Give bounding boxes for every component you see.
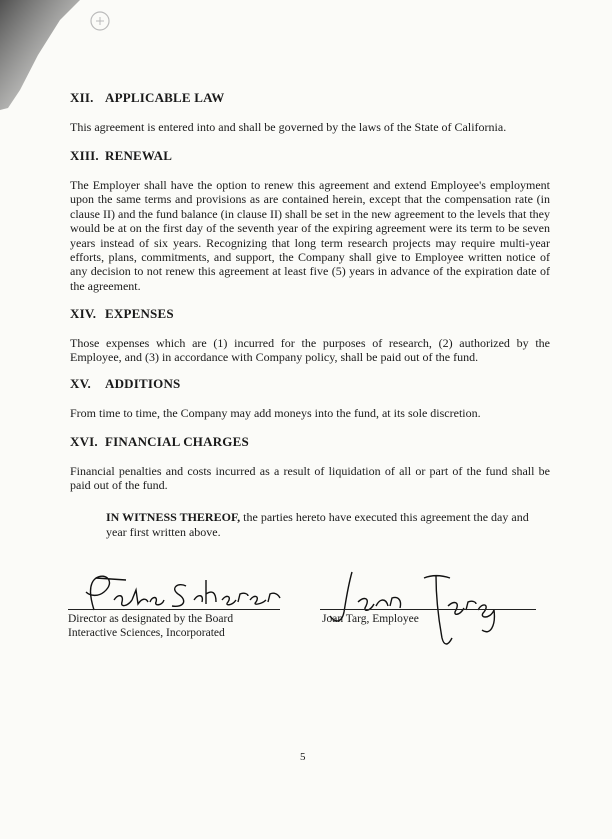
section-applicable-law (70, 90, 550, 134)
section-number: XIII. (70, 148, 99, 163)
section-heading (70, 306, 550, 322)
section-body: From time to time, the Company may add moneys into the fund, at its sole discretion. (70, 406, 481, 420)
section-heading (70, 90, 550, 106)
section-title: EXPENSES (105, 306, 174, 321)
signature-title: Director as designated by the Board (68, 613, 234, 625)
section-title: ADDITIONS (105, 376, 181, 391)
section-title: RENEWAL (105, 148, 173, 163)
section-heading (70, 376, 550, 392)
signature-line-left (68, 609, 280, 610)
section-heading (70, 148, 550, 164)
section-number: XVI. (70, 434, 98, 449)
witness-text: the parties hereto have executed this agreement the day and year first written above. (106, 510, 529, 539)
section-number: XV. (70, 376, 91, 391)
section-body: The Employer shall have the option to renew this agreement and extend Employee's employment upon the same terms and provisions as are contained herein, except that the compensation rate (in clause II) and the fund balance (in clause II) shall be set in the new agreement to the levels that they would be at on the first day of the seventh year of the expiring agreement were its term to be seven years instead of six years. Recognizing that long term research projects may require multi-year efforts, plans, commitments, and support, the Company shall give to Employee written notice of any decision to not renew this agreement at least five (5) years in advance of the expiration date of the agreement. (70, 178, 550, 293)
section-body: Those expenses which are (1) incurred for the purposes of research, (2) authorized by the Employee, and (3) in accordance with Company policy, shall be paid out of the fund. (70, 336, 550, 365)
section-number: XIV. (70, 306, 97, 321)
section-title: FINANCIAL CHARGES (105, 434, 249, 449)
signature-company: Interactive Sciences, Incorporated (68, 627, 225, 639)
section-expenses (70, 306, 550, 365)
witness-lead: IN WITNESS THEREOF, (106, 510, 241, 524)
section-number: XII. (70, 90, 94, 105)
page-number: 5 (300, 751, 306, 763)
witness-clause (106, 510, 546, 540)
section-title: APPLICABLE LAW (105, 90, 225, 105)
section-financial-charges (70, 434, 550, 493)
section-heading (70, 434, 550, 450)
circled-mark-icon (88, 9, 112, 33)
signature-employee-label: Joan Targ, Employee (322, 613, 419, 625)
section-body: Financial penalties and costs incurred as a result of liquidation of all or part of the fund shall be paid out of the fund. (70, 464, 550, 493)
section-body: This agreement is entered into and shall be governed by the laws of the State of California. (70, 120, 507, 134)
signature-caption-left (68, 612, 233, 640)
signature-joan-targ-icon (318, 566, 538, 646)
signature-caption-right (322, 612, 419, 626)
signature-peter-schorer-icon (66, 572, 286, 614)
section-additions (70, 376, 550, 420)
section-renewal (70, 148, 550, 293)
signature-line-right (320, 609, 536, 610)
